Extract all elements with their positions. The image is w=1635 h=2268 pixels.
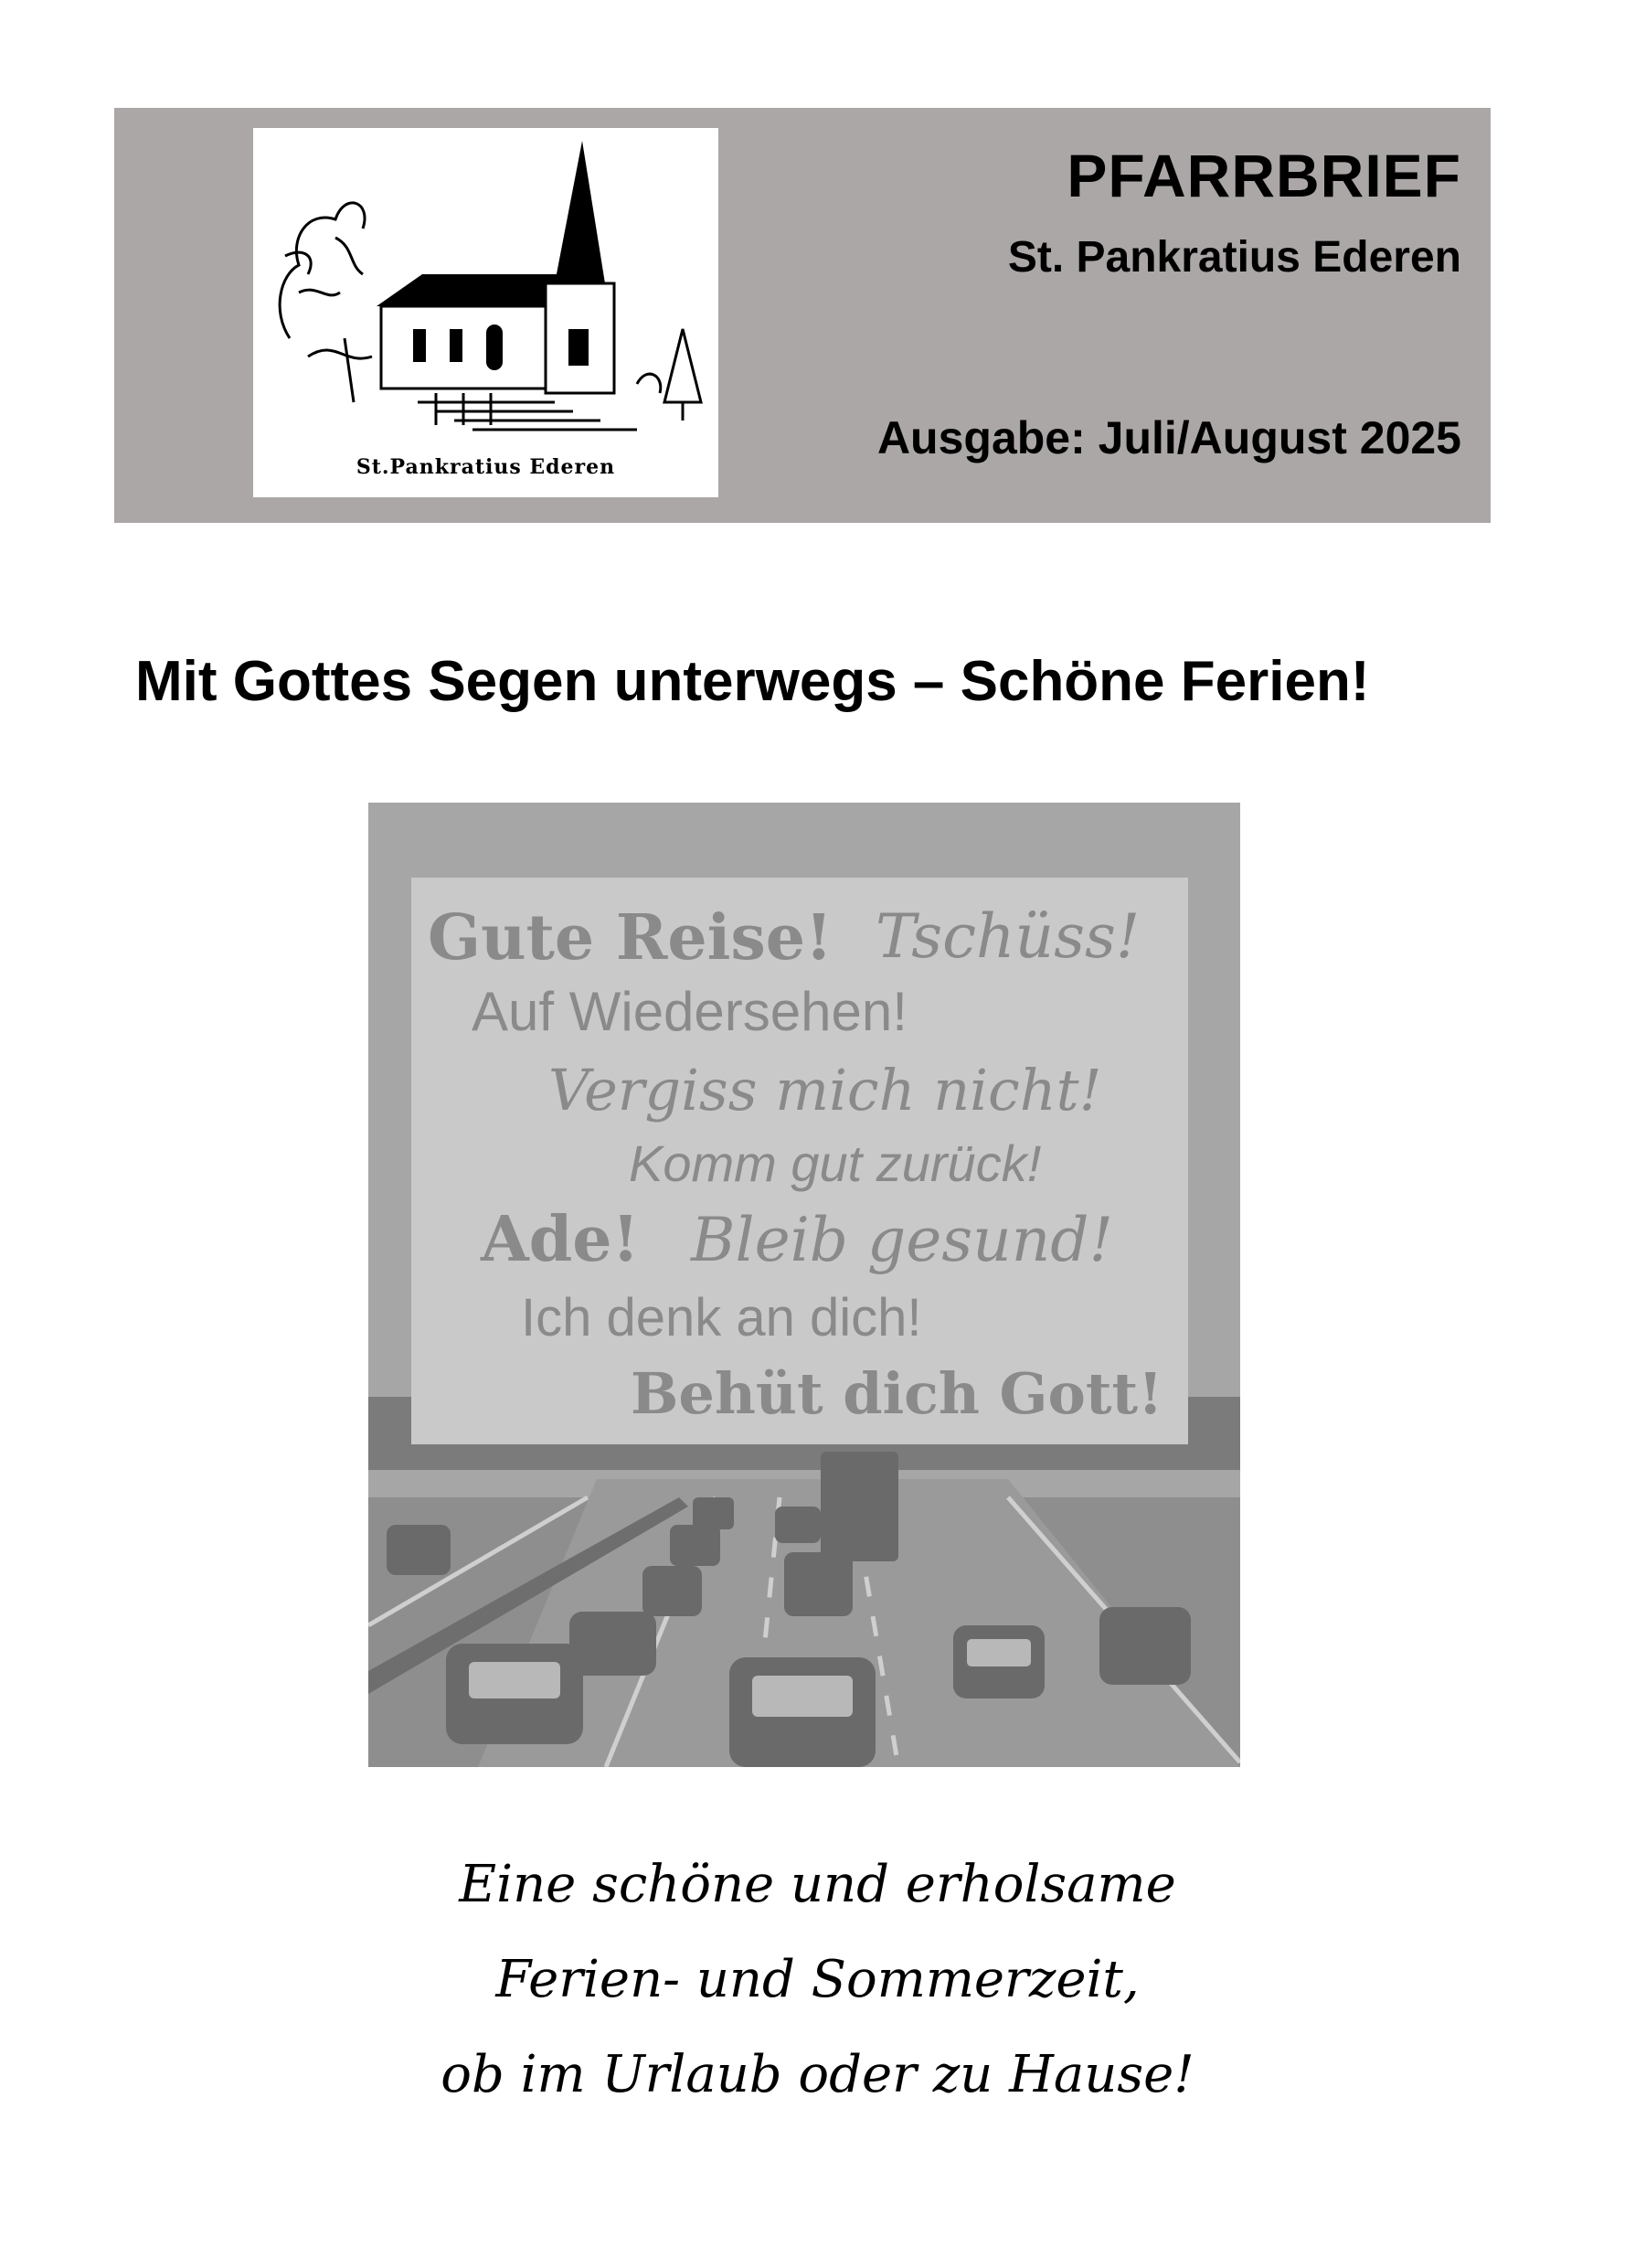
highway-photo	[368, 803, 1240, 1767]
blessing-line: ob im Urlaub oder zu Hause!	[441, 2045, 1194, 2104]
parish-logo	[253, 128, 718, 497]
sign-word: Ade!	[481, 1203, 640, 1276]
sign-word: Tschüss!	[876, 901, 1141, 972]
sign-word: Gute Reise!	[428, 901, 833, 974]
logo-caption: St.Pankratius Ederen	[356, 455, 616, 479]
issue-date: Ausgabe: Juli/August 2025	[876, 412, 1461, 463]
church-drawing-icon	[253, 128, 718, 497]
blessing-line: Ferien- und Sommerzeit,	[495, 1950, 1140, 2009]
sign-word: Komm gut zurück!	[629, 1134, 1042, 1192]
masthead	[114, 108, 1491, 523]
sign-word: Auf Wiedersehen!	[472, 981, 908, 1042]
parish-name: St. Pankratius Ederen	[1007, 233, 1461, 282]
blessing-text	[0, 1837, 1635, 2123]
newsletter-title: PFARRBRIEF	[1067, 142, 1461, 209]
sign-word: Bleib gesund!	[691, 1205, 1113, 1275]
sign-word: Vergiss mich nicht!	[548, 1057, 1102, 1123]
blessing-line: Eine schöne und erholsame	[459, 1855, 1176, 1914]
sign-word: Ich denk an dich!	[521, 1288, 922, 1347]
farewell-sign	[411, 878, 1188, 1444]
sign-word: Behüt dich Gott!	[631, 1360, 1163, 1427]
page-headline: Mit Gottes Segen unterwegs – Schöne Ferien!	[135, 650, 1370, 713]
